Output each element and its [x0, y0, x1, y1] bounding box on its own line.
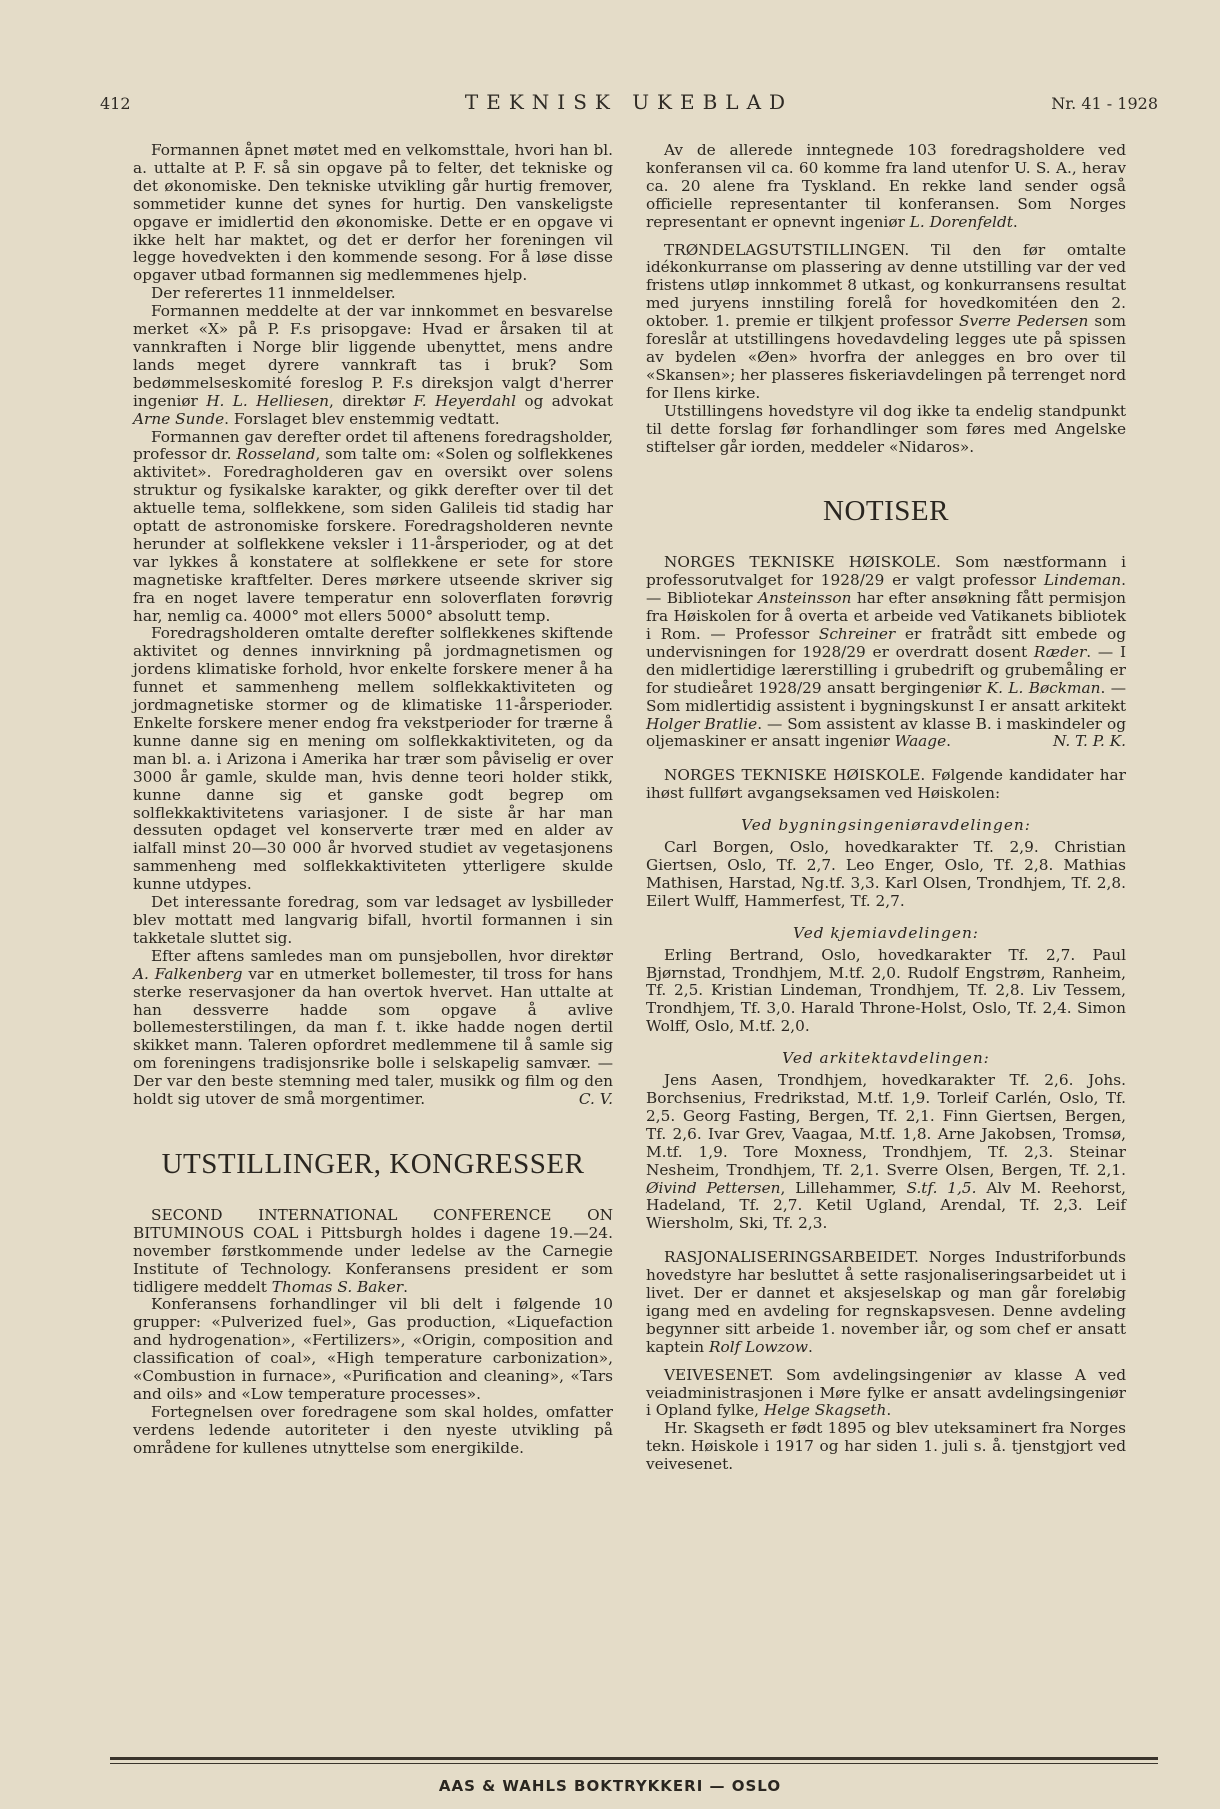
issue-number: Nr. 41 - 1928: [1051, 94, 1158, 113]
left-column: [133, 142, 613, 1458]
right-column: [646, 142, 1126, 1474]
paragraph: Carl Borgen, Oslo, hovedkarakter Tf. 2,9. Christian Giertsen, Oslo, Tf. 2,7. Leo Enger, Oslo, Tf. 2,8. Mathias Mathisen, Harstad, Ng.tf. 3,3. Karl Olsen, Trondhjem, Tf. 2,8. Eilert Wulff, Hammerfest, Tf. 2,7.: [646, 838, 1126, 910]
paragraph: Der referertes 11 innmeldelser.: [151, 284, 396, 303]
paragraph: NORGES TEKNISKE HØISKOLE. Som næstformann i professorutvalget for 1928/29 er valgt professor Lindeman. — Bibliotekar Ansteinsson har efter ansøkning fått permisjon fra Høiskolen for å overta et arbeide ved Vatikanets bibliotek i Rom. — Professor Schreiner er fratrådt sitt embede og undervisningen for 1928/29 er overdratt dosent Ræder. — I den midlertidige lærerstilling i grubedrift og grubemåling er for studieåret 1928/29 ansatt bergingeniør K. L. Bøckman. — Som midlertidig assistent i bygningskunst I er ansatt arkitekt Holger Bratlie. — Som assistent av klasse B. i maskindeler og oljemaskiner er ansatt ingeniør Waage. N. T. P. K.: [646, 553, 1127, 751]
paragraph: Efter aftens samledes man om punsjebollen, hvor direktør A. Falkenberg var en utmerket bollemester, til tross for hans sterke reservasjoner da han overtok hvervet. Han uttalte at han dessverre hadde som opgave å avlive bollemesterstilingen, da man f. t. ikke hadde nogen dertil skikket mann. Taleren opfordret medlemmene til å samle sig om foreningens tradisjonsrike bolle i selskapelig samvær. — Der var den beste stemning med taler, musikk og film og den holdt sig utover de små morgentimer. C. V.: [133, 946, 613, 1109]
paragraph: Utstillingens hovedstyre vil dog ikke ta endelig standpunkt til dette forslag før forhandlinger som føres med Angelske stiftelser går iorden, meddeler «Nidaros».: [646, 401, 1126, 456]
author-signature: N. T. P. K.: [1052, 732, 1126, 751]
paragraph: Erling Bertrand, Oslo, hovedkarakter Tf. 2,7. Paul Bjørnstad, Trondhjem, M.tf. 2,0. Rudolf Engstrøm, Ranheim, Tf. 2,5. Kristian Lindeman, Trondhjem, Tf. 2,8. Liv Tessem, Trondhjem, Tf. 3,0. Harald Throne-Holst, Oslo, Tf. 2,4. Simon Wolff, Oslo, M.tf. 2,0.: [646, 945, 1126, 1036]
section-heading-notices: NOTISER: [823, 495, 949, 528]
paragraph: Foredragsholderen omtalte derefter solflekkenes skiftende aktivitet og dennes innvirkning på jordmagnetismen og jordens klimatiske forhold, hvor enkelte forskere mener å ha funnet et sammenheng mellem solflekkaktiviteten og jordmagnetiske stormer og de klimatiske 11-årsperioder. Enkelte forskere mener endog fra vekstperioder for trærne å kunne danne sig en mening om solflekkaktiviteten, og da man bl. a. i Arizona i Amerika har trær som påviselig er over 3000 år gamle, skulde man, hvis denne teori holder stikk, kunne danne sig et ganske godt begrep om solflekkaktivitetens variasjoner. I de siste år har man dessuten opdaget vel konserverte trær med en alder av ialfall minst 20—30 000 år hvorved studiet av vegetasjonens sammenheng med solflekkaktiviteten ytterligere skulde kunne utdypes.: [133, 624, 613, 894]
footer-divider: [110, 1763, 1158, 1764]
paragraph: Av de allerede inntegnede 103 foredragsholdere ved konferansen vil ca. 60 komme fra land utenfor U. S. A., herav ca. 20 alene fra Tyskland. En rekke land sender også officielle representanter til konferansen. Som Norges representant er opnevnt ingeniør L. Dorenfeldt.: [646, 141, 1126, 231]
paragraph: Det interessante foredrag, som var ledsaget av lysbilleder blev mottatt med langvarig bifall, hvortil formannen i sin takketale sluttet sig.: [133, 893, 613, 947]
subheading: Ved arkitektavdelingen:: [782, 1049, 990, 1068]
author-signature: C. V.: [578, 1090, 613, 1109]
paragraph: Formannen meddelte at der var innkommet en besvarelse merket «X» på P. F.s prisopgave: Hvad er årsaken til at vannkraften i Norge blir liggende ubenyttet, mens andre lands meget dyrere vannkraft tas i bruk? Som bedømmelseskomité foreslog P. F.s direksjon valgt d'herrer ingeniør H. L. Helliesen, direktør F. Heyerdahl og advokat Arne Sunde. Forslaget blev enstemmig vedtatt.: [133, 302, 614, 428]
paragraph: RASJONALISERINGSARBEIDET. Norges Industriforbunds hovedstyre har besluttet å sette rasjonaliseringsarbeidet ut i livet. Der er dannet et aksjeselskap og man går foreløbig igang med en avdeling for regnskapsvesen. Denne avdeling begynner sitt arbeide 1. november iår, og som chef er ansatt kaptein Rolf Lowzow.: [646, 1248, 1126, 1356]
journal-title: TEKNISK UKEBLAD: [464, 90, 794, 114]
paragraph: Formannen gav derefter ordet til aftenens foredragsholder, professor dr. Rosseland, som talte om: «Solen og solflekkenes aktivitet». Foredragholderen gav en oversikt over solens struktur og fysikalske karakter, og gikk derefter over til det aktuelle tema, solflekkene, som siden Galileis tid stadig har optatt de astronomiske forskere. Foredragsholderen nevnte herunder at solflekkene veksler i 11-årsperioder, og at det var lykkes å konstatere at solflekkene er sete for store magnetiske kraftfelter. Deres mørkere utseende skriver sig fra en noget lavere temperatur enn soloverflaten forøvrig har, nemlig ca. 4000° mot ellers 5000° absolutt temp.: [133, 427, 613, 625]
paragraph: Konferansens forhandlinger vil bli delt i følgende 10 grupper: «Pulverized fuel», Gas production, «Liquefaction and hydrogenation», «Fertilizers», «Origin, composition and classification of coal», «High temperature carbonization», «Combustion in furnace», «Purification and cleaning», «Tars and oils» and «Low temperature processes».: [133, 1295, 613, 1403]
footer-divider: [110, 1757, 1158, 1760]
page-header: [100, 90, 1158, 120]
paragraph: TRØNDELAGSUTSTILLINGEN. Til den før omtalte idékonkurranse om plassering av denne utstilling var der ved fristens utløp innkommet 8 utkast, og konkurransens resultat med juryens innstiling forelå for hovedkomitéen den 2. oktober. 1. premie er tilkjent professor Sverre Pedersen som foreslår at utstillingens hovedavdeling legges ute på spissen av bydelen «Øen» hvorfra der anlegges en bro over til «Skansen»; her plasseres fiskeriavdelingen på terrenget nord for Ilens kirke.: [646, 240, 1126, 402]
paragraph: VEIVESENET. Som avdelingsingeniør av klasse A ved veiadministrasjonen i Møre fylke er ansatt avdelingsingeniør i Opland fylke, Helge Skagseth.: [646, 1365, 1126, 1420]
printer-imprint: AAS & WAHLS BOKTRYKKERI — OSLO: [438, 1777, 782, 1795]
subheading: Ved kjemiavdelingen:: [793, 923, 979, 942]
paragraph: Jens Aasen, Trondhjem, hovedkarakter Tf. 2,6. Johs. Borchsenius, Fredrikstad, M.tf. 1,9. Torleif Carlén, Oslo, Tf. 2,5. Georg Fasting, Bergen, Tf. 2,1. Finn Giertsen, Bergen, Tf. 2,6. Ivar Grev, Vaagaa, M.tf. 1,8. Arne Jakobsen, Tromsø, M.tf. 1,9. Tore Moxness, Trondhjem, Tf. 2,3. Steinar Nesheim, Trondhjem, Tf. 2,1. Sverre Olsen, Bergen, Tf. 2,1. Øivind Pettersen, Lillehammer, S.tf. 1,5. Alv M. Reehorst, Hadeland, Tf. 2,7. Ketil Ugland, Arendal, Tf. 2,3. Leif Wiersholm, Ski, Tf. 2,3.: [646, 1071, 1126, 1233]
paragraph: Formannen åpnet møtet med en velkomsttale, hvori han bl. a. uttalte at P. F. så sin opgave på to felter, det tekniske og det økonomiske. Den tekniske utvikling går hurtig fremover, sommetider kunne det synes for hurtig. Den vanskeligste opgave er imidlertid den økonomiske. Dette er en opgave vi ikke helt har maktet, og det er derfor her foreningen vil legge hovedvekten i den kommende sesong. For å løse disse opgaver utbad formannen sig medlemmenes hjelp.: [133, 141, 613, 285]
subheading: Ved bygningsingeniøravdelingen:: [741, 816, 1031, 835]
paragraph: Hr. Skagseth er født 1895 og blev uteksaminert fra Norges tekn. Høiskole i 1917 og har siden 1. juli s. å. tjenstgjort ved veivesenet.: [646, 1419, 1126, 1474]
paragraph: SECOND INTERNATIONAL CONFERENCE ON BITUMINOUS COAL i Pittsburgh holdes i dagene 19.—24. november førstkommende under ledelse av the Carnegie Institute of Technology. Konferansens president er som tidligere meddelt Thomas S. Baker.: [133, 1205, 613, 1296]
section-heading-exhibitions: UTSTILLINGER, KONGRESSER: [161, 1147, 585, 1180]
paragraph: NORGES TEKNISKE HØISKOLE. Følgende kandidater har ihøst fullført avgangseksamen ved Høiskolen:: [646, 766, 1126, 803]
paragraph: Fortegnelsen over foredragene som skal holdes, omfatter verdens ledende autoriteter i den nyeste utvikling på områdene for kullenes utnyttelse som energikilde.: [133, 1402, 613, 1457]
page-number: 412: [100, 94, 131, 113]
